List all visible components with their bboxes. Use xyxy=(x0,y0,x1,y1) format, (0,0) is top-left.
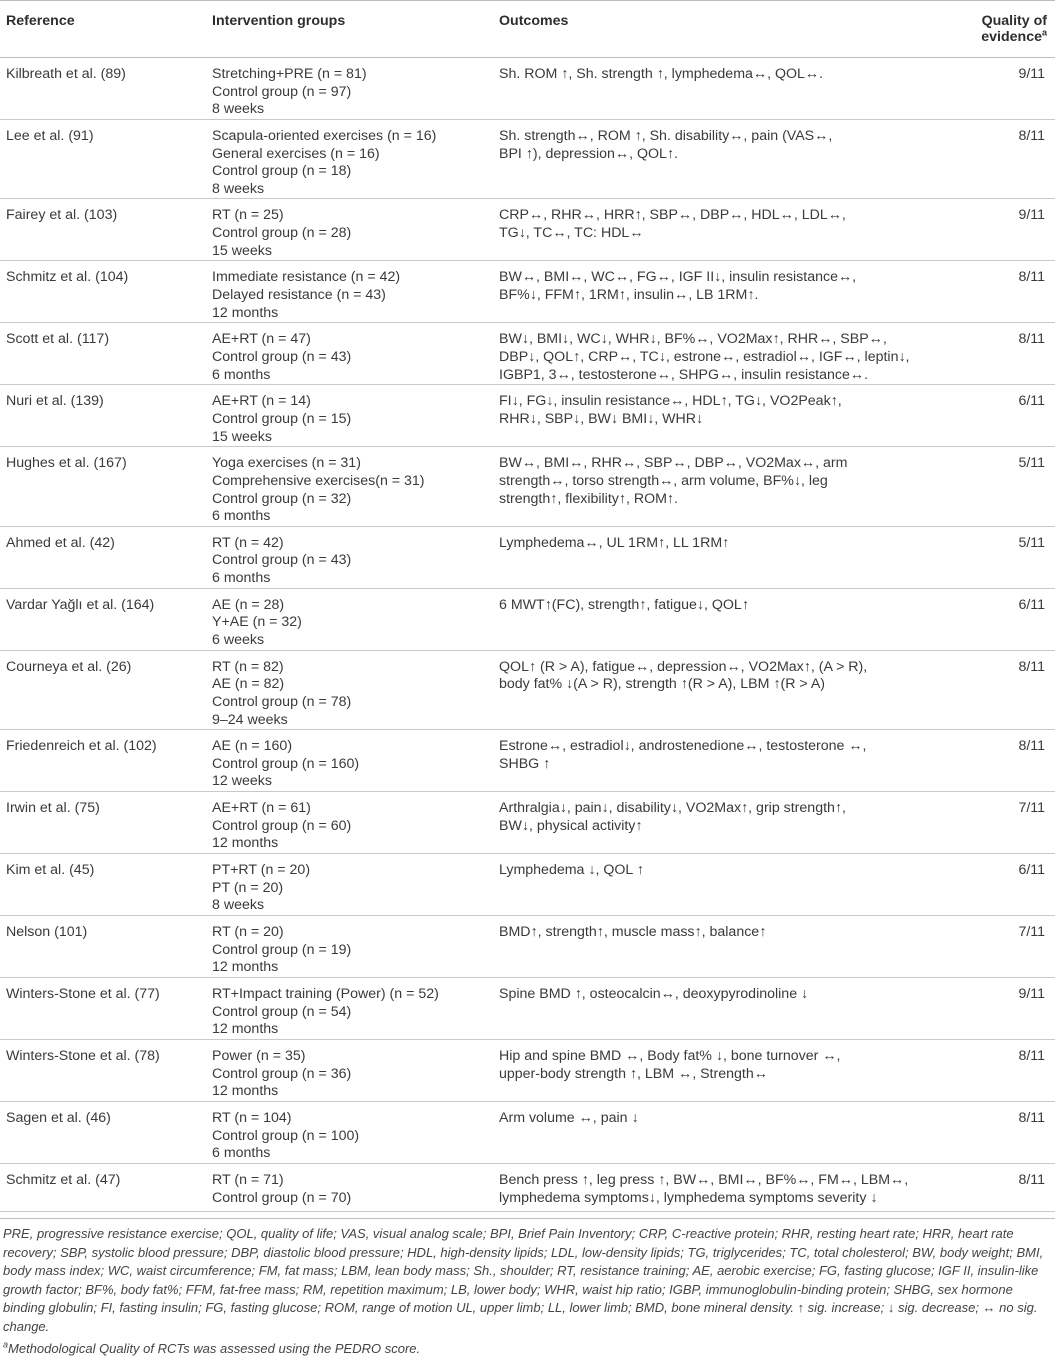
cell-intervention-groups xyxy=(206,120,494,199)
group-line: AE+RT (n = 14) xyxy=(212,393,311,410)
table-row xyxy=(0,1102,1055,1164)
outcome-line: BF%↓, FFM↑, 1RM↑, insulin↔, LB 1RM↑. xyxy=(499,286,759,303)
cell-reference xyxy=(0,58,206,120)
outcome-line: Estrone↔, estradiol↓, androstenedione↔, testosterone ↔, xyxy=(499,738,867,755)
cell-reference xyxy=(0,730,206,792)
reference-text: Vardar Yağlı et al. (164) xyxy=(6,596,155,613)
cell-intervention-groups xyxy=(206,1102,494,1164)
reference-text: Schmitz et al. (104) xyxy=(6,269,129,286)
cell-intervention-groups xyxy=(206,199,494,261)
cell-outcomes xyxy=(494,199,970,261)
cell-reference xyxy=(0,1164,206,1212)
outcome-line: IGBP1, 3↔, testosterone↔, SHPG↔, insulin resistance↔. xyxy=(499,366,869,383)
cell-intervention-groups xyxy=(206,978,494,1040)
table-footnotes xyxy=(0,1218,1055,1359)
cell-quality: 9/11 xyxy=(970,199,1055,261)
group-line: 12 months xyxy=(212,959,279,976)
quality-footnote xyxy=(3,1340,1045,1359)
cell-intervention-groups xyxy=(206,1164,494,1212)
outcome-line: Sh. ROM ↑, Sh. strength ↑, lymphedema↔, QOL↔. xyxy=(499,66,824,82)
cell-outcomes xyxy=(494,792,970,854)
group-line: Control group (n = 19) xyxy=(212,941,352,958)
outcome-line: Bench press ↑, leg press ↑, BW↔, BMI↔, BF%↔, FM↔, LBM↔, xyxy=(499,1172,909,1189)
group-line: PT (n = 20) xyxy=(212,879,284,896)
cell-quality: 8/11 xyxy=(970,1102,1055,1164)
header-intervention-groups: Intervention groups xyxy=(206,1,494,58)
outcome-line: Arm volume ↔, pain ↓ xyxy=(499,1110,639,1127)
outcome-line: Lymphedema ↓, QOL ↑ xyxy=(499,862,644,879)
group-line: Stretching+PRE (n = 81) xyxy=(212,66,367,82)
outcome-line: Hip and spine BMD ↔, Body fat% ↓, bone turnover ↔, xyxy=(499,1048,841,1065)
group-line: Control group (n = 100) xyxy=(212,1127,360,1144)
group-line: 6 months xyxy=(212,508,271,525)
cell-quality: 8/11 xyxy=(970,1040,1055,1102)
table-row xyxy=(0,120,1055,199)
group-line: Control group (n = 36) xyxy=(212,1065,352,1082)
cell-outcomes xyxy=(494,385,970,447)
group-line: Power (n = 35) xyxy=(212,1048,306,1065)
table-row xyxy=(0,854,1055,916)
cell-intervention-groups xyxy=(206,447,494,526)
group-line: AE (n = 82) xyxy=(212,676,285,693)
group-line: 12 months xyxy=(212,1021,279,1038)
group-line: Control group (n = 18) xyxy=(212,163,352,180)
cell-quality: 9/11 xyxy=(970,58,1055,120)
cell-outcomes xyxy=(494,323,970,385)
group-line: AE+RT (n = 61) xyxy=(212,800,311,817)
cell-reference xyxy=(0,526,206,588)
abbreviations-footnote: PRE, progressive resistance exercise; QOL, quality of life; VAS, visual analog scale; BPI, Brief Pain Inventory; CRP, C-reactive protein; RHR, resting heart rate; HRR, heart rate recovery; SBP, systolic blood pressure; DBP, diastolic blood pressure; HDL, high-density lipids; LDL, low-density lipids; TG, triglycerides; TC, total cholesterol; BW, body weight; BMI, body mass index; WC, waist circumference; FM, fat mass; LBM, lean body mass; Sh., shoulder; RT, resistance training; AE, aerobic exercise; FG, fasting glucose; IGF II, insulin-like growth factor; BF%, body fat%; FFM, fat-free mass; RM, repetition maximum; LB, lower body; WHR, waist hip ratio; IGBP, immunoglobulin-binding protein; SHBG, sex hormone binding globulin; FI, fasting insulin; FG, fasting glucose; ROM, range of motion UL, upper limb; LL, lower limb; BMD, bone mineral density. ↑ sig. increase; ↓ sig. decrease; ↔ no sig. change. xyxy=(3,1226,1044,1334)
table-row xyxy=(0,1040,1055,1102)
reference-text: Kim et al. (45) xyxy=(6,862,95,879)
reference-text: Hughes et al. (167) xyxy=(6,455,127,472)
outcome-line: BW↔, BMI↔, RHR↔, SBP↔, DBP↔, VO2Max↔, arm xyxy=(499,455,848,472)
cell-outcomes xyxy=(494,650,970,729)
group-line: RT (n = 25) xyxy=(212,207,284,224)
reference-text: Kilbreath et al. (89) xyxy=(6,66,126,82)
cell-quality: 9/11 xyxy=(970,978,1055,1040)
cell-outcomes xyxy=(494,978,970,1040)
cell-quality: 6/11 xyxy=(970,385,1055,447)
outcome-line: strength↑, flexibility↑, ROM↑. xyxy=(499,490,678,507)
group-line: 6 months xyxy=(212,569,271,586)
cell-intervention-groups xyxy=(206,1040,494,1102)
cell-outcomes xyxy=(494,261,970,323)
outcome-line: DBP↓, QOL↑, CRP↔, TC↓, estrone↔, estradiol↔, IGF↔, leptin↓, xyxy=(499,348,910,365)
cell-quality: 7/11 xyxy=(970,916,1055,978)
group-line: RT+Impact training (Power) (n = 52) xyxy=(212,986,439,1003)
cell-intervention-groups xyxy=(206,323,494,385)
cell-outcomes xyxy=(494,588,970,650)
cell-outcomes xyxy=(494,1164,970,1212)
header-quality-of-evidence xyxy=(970,1,1055,58)
outcome-line: Sh. strength↔, ROM ↑, Sh. disability↔, pain (VAS↔, xyxy=(499,128,833,144)
outcome-line: FI↓, FG↓, insulin resistance↔, HDL↑, TG↓, VO2Peak↑, xyxy=(499,393,842,410)
quality-footnote-text: Methodological Quality of RCTs was assessed using the PEDRO score. xyxy=(8,1341,421,1357)
cell-intervention-groups xyxy=(206,58,494,120)
group-line: 12 weeks xyxy=(212,773,272,790)
outcome-line: Lymphedema↔, UL 1RM↑, LL 1RM↑ xyxy=(499,534,730,551)
header-quality-word: evidence xyxy=(981,29,1042,45)
group-line: 15 weeks xyxy=(212,428,272,445)
group-line: Control group (n = 78) xyxy=(212,693,352,710)
group-line: 8 weeks xyxy=(212,897,265,914)
outcome-line: Arthralgia↓, pain↓, disability↓, VO2Max↑, grip strength↑, xyxy=(499,800,846,817)
table-body xyxy=(0,58,1055,1212)
outcome-line: strength↔, torso strength↔, arm volume, BF%↓, leg xyxy=(499,472,828,489)
outcome-line: BW↓, BMI↓, WC↓, WHR↓, BF%↔, VO2Max↑, RHR↔, SBP↔, xyxy=(499,331,887,348)
cell-outcomes xyxy=(494,58,970,120)
reference-text: Lee et al. (91) xyxy=(6,128,94,144)
outcome-line: lymphedema symptoms↓, lymphedema symptoms severity ↓ xyxy=(499,1189,878,1206)
table-row xyxy=(0,1164,1055,1212)
cell-quality: 6/11 xyxy=(970,854,1055,916)
group-line: AE+RT (n = 47) xyxy=(212,331,311,348)
outcome-line: Spine BMD ↑, osteocalcin↔, deoxypyrodinoline ↓ xyxy=(499,986,809,1003)
outcome-line: RHR↓, SBP↓, BW↓ BMI↓, WHR↓ xyxy=(499,410,704,427)
reference-text: Nelson (101) xyxy=(6,924,88,941)
group-line: 6 months xyxy=(212,366,271,383)
group-line: Control group (n = 54) xyxy=(212,1003,352,1020)
cell-reference xyxy=(0,1102,206,1164)
header-outcomes: Outcomes xyxy=(494,1,970,58)
table-row xyxy=(0,526,1055,588)
outcome-line: 6 MWT↑(FC), strength↑, fatigue↓, QOL↑ xyxy=(499,596,749,613)
group-line: RT (n = 82) xyxy=(212,658,284,675)
group-line: AE (n = 28) xyxy=(212,596,285,613)
outcome-line: BPI ↑), depression↔, QOL↑. xyxy=(499,145,678,162)
reference-text: Scott et al. (117) xyxy=(6,331,110,348)
outcome-line: SHBG ↑ xyxy=(499,755,551,772)
cell-intervention-groups xyxy=(206,916,494,978)
cell-quality: 5/11 xyxy=(970,526,1055,588)
reference-text: Friedenreich et al. (102) xyxy=(6,738,157,755)
group-line: PT+RT (n = 20) xyxy=(212,862,311,879)
table-row xyxy=(0,323,1055,385)
group-line: General exercises (n = 16) xyxy=(212,145,380,162)
group-line: Comprehensive exercises(n = 31) xyxy=(212,472,425,489)
group-line: Y+AE (n = 32) xyxy=(212,614,302,631)
group-line: Control group (n = 32) xyxy=(212,490,352,507)
cell-reference xyxy=(0,261,206,323)
header-quality-line1: Quality of xyxy=(981,13,1047,29)
table-row xyxy=(0,730,1055,792)
group-line: 15 weeks xyxy=(212,242,272,259)
cell-intervention-groups xyxy=(206,385,494,447)
outcome-line: body fat% ↓(A > R), strength ↑(R > A), LBM ↑(R > A) xyxy=(499,676,826,693)
table-row xyxy=(0,588,1055,650)
cell-quality: 8/11 xyxy=(970,120,1055,199)
cell-outcomes xyxy=(494,526,970,588)
cell-quality: 8/11 xyxy=(970,323,1055,385)
group-line: 12 months xyxy=(212,835,279,852)
cell-quality: 6/11 xyxy=(970,588,1055,650)
group-line: Control group (n = 97) xyxy=(212,83,352,100)
cell-quality: 5/11 xyxy=(970,447,1055,526)
reference-text: Sagen et al. (46) xyxy=(6,1110,111,1127)
outcome-line: QOL↑ (R > A), fatigue↔, depression↔, VO2Max↑, (A > R), xyxy=(499,658,868,675)
group-line: Delayed resistance (n = 43) xyxy=(212,286,386,303)
cell-intervention-groups xyxy=(206,792,494,854)
table-row xyxy=(0,650,1055,729)
cell-intervention-groups xyxy=(206,588,494,650)
table-row xyxy=(0,261,1055,323)
group-line: Control group (n = 43) xyxy=(212,348,352,365)
group-line: AE (n = 160) xyxy=(212,738,293,755)
group-line: Control group (n = 160) xyxy=(212,755,360,772)
header-reference: Reference xyxy=(0,1,206,58)
group-line: Control group (n = 60) xyxy=(212,817,352,834)
header-quality-line2 xyxy=(970,29,1047,45)
group-line: 8 weeks xyxy=(212,180,265,197)
group-line: RT (n = 42) xyxy=(212,534,284,551)
cell-reference xyxy=(0,385,206,447)
group-line: Control group (n = 70) xyxy=(212,1189,352,1206)
cell-quality: 7/11 xyxy=(970,792,1055,854)
group-line: RT (n = 104) xyxy=(212,1110,292,1127)
outcome-line: BW↔, BMI↔, WC↔, FG↔, IGF II↓, insulin resistance↔, xyxy=(499,269,857,286)
table-row xyxy=(0,199,1055,261)
cell-quality: 8/11 xyxy=(970,261,1055,323)
cell-quality: 8/11 xyxy=(970,650,1055,729)
table-row xyxy=(0,916,1055,978)
cell-reference xyxy=(0,978,206,1040)
group-line: RT (n = 20) xyxy=(212,924,284,941)
group-line: RT (n = 71) xyxy=(212,1172,284,1189)
group-line: 6 weeks xyxy=(212,631,265,648)
cell-outcomes xyxy=(494,730,970,792)
reference-text: Nuri et al. (139) xyxy=(6,393,104,410)
cell-intervention-groups xyxy=(206,650,494,729)
cell-reference xyxy=(0,650,206,729)
group-line: Scapula-oriented exercises (n = 16) xyxy=(212,128,437,144)
cell-intervention-groups xyxy=(206,526,494,588)
cell-reference xyxy=(0,792,206,854)
group-line: Control group (n = 15) xyxy=(212,410,352,427)
group-line: 8 weeks xyxy=(212,101,265,118)
reference-text: Winters-Stone et al. (78) xyxy=(6,1048,160,1065)
reference-text: Winters-Stone et al. (77) xyxy=(6,986,160,1003)
cell-reference xyxy=(0,323,206,385)
cell-reference xyxy=(0,588,206,650)
table-row xyxy=(0,58,1055,120)
group-line: 9–24 weeks xyxy=(212,711,288,728)
cell-outcomes xyxy=(494,1102,970,1164)
group-line: Yoga exercises (n = 31) xyxy=(212,455,361,472)
outcome-line: CRP↔, RHR↔, HRR↑, SBP↔, DBP↔, HDL↔, LDL↔, xyxy=(499,207,846,224)
group-line: Control group (n = 28) xyxy=(212,224,352,241)
reference-text: Irwin et al. (75) xyxy=(6,800,100,817)
table-row xyxy=(0,792,1055,854)
header-quality-sup: a xyxy=(1041,27,1047,38)
table-header-row xyxy=(0,1,1055,58)
outcome-line: BW↓, physical activity↑ xyxy=(499,817,643,834)
group-line: 12 months xyxy=(212,304,279,321)
cell-outcomes xyxy=(494,1040,970,1102)
cell-intervention-groups xyxy=(206,730,494,792)
cell-reference xyxy=(0,199,206,261)
reference-text: Courneya et al. (26) xyxy=(6,658,132,675)
cell-reference xyxy=(0,447,206,526)
table-row xyxy=(0,385,1055,447)
cell-reference xyxy=(0,916,206,978)
cell-reference xyxy=(0,120,206,199)
cell-reference xyxy=(0,1040,206,1102)
cell-quality: 8/11 xyxy=(970,1164,1055,1212)
cell-outcomes xyxy=(494,447,970,526)
table-row xyxy=(0,978,1055,1040)
cell-intervention-groups xyxy=(206,854,494,916)
cell-outcomes xyxy=(494,854,970,916)
quality-footnote-sup: a xyxy=(3,1339,9,1350)
cell-outcomes xyxy=(494,120,970,199)
outcome-line: upper-body strength ↑, LBM ↔, Strength↔ xyxy=(499,1065,768,1082)
group-line: 6 months xyxy=(212,1145,271,1162)
table-row xyxy=(0,447,1055,526)
outcome-line: TG↓, TC↔, TC: HDL↔ xyxy=(499,224,644,241)
reference-text: Ahmed et al. (42) xyxy=(6,534,115,551)
cell-outcomes xyxy=(494,916,970,978)
cell-intervention-groups xyxy=(206,261,494,323)
reference-text: Fairey et al. (103) xyxy=(6,207,118,224)
reference-text: Schmitz et al. (47) xyxy=(6,1172,121,1189)
cell-quality: 8/11 xyxy=(970,730,1055,792)
group-line: Control group (n = 43) xyxy=(212,552,352,569)
outcome-line: BMD↑, strength↑, muscle mass↑, balance↑ xyxy=(499,924,767,941)
group-line: 12 months xyxy=(212,1083,279,1100)
cell-reference xyxy=(0,854,206,916)
group-line: Immediate resistance (n = 42) xyxy=(212,269,401,286)
